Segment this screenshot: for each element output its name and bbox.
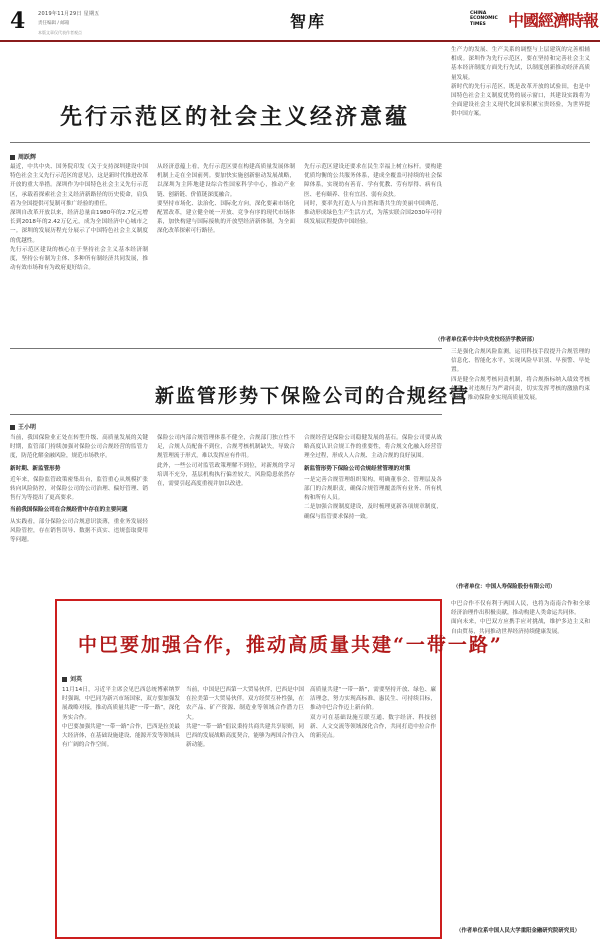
article-1-column-3 bbox=[304, 163, 442, 331]
article-3-byline: 刘英 bbox=[62, 674, 82, 683]
article-2-column-3 bbox=[304, 434, 442, 592]
article-2-top-rule bbox=[10, 348, 442, 349]
masthead bbox=[0, 0, 600, 42]
article-2-credit: （作者单位：中国人寿保险股份有限公司） bbox=[453, 584, 556, 590]
section-subheading: 新时期、新监管形势 bbox=[10, 465, 61, 472]
paragraph: 11月14日，习近平主席会见巴西总统博索纳罗时强调，中巴同为新兴市场国家，双方要加强发展战略对接，推动高质量共建“一带一路”，深化务实合作。 bbox=[62, 687, 180, 721]
page-number: 4 bbox=[10, 8, 26, 34]
paragraph: 中巴要加强共建“一带一路”合作，巴西是拉美最大经济体，在基础设施建设、能源开发等领域具有广阔的合作空间。 bbox=[62, 723, 180, 749]
article-2-rule bbox=[10, 414, 442, 415]
paragraph: 最近，中共中央、国务院印发《关于支持深圳建设中国特色社会主义先行示范区的意见》，这是新时代推进改革开放的重大举措。深圳作为中国特色社会主义先行示范区，承载着探索社会主义经济新路径的历史使命，肩负着为全国提供可复制可推广经验的重任。 bbox=[10, 164, 148, 207]
paragraph: 从实践看，部分保险公司合规意识淡薄，重业务发展轻风险管控，存在销售误导、数据不真实、违规套取费用等问题。 bbox=[10, 518, 148, 544]
paragraph: 先行示范区建设还要求在民生幸福上树立标杆。要构建优质均衡的公共服务体系，建成全覆盖可持续的社会保障体系，实现幼有善育、学有优教、劳有厚得、病有良医、老有颐养、住有宜居、弱有众扶。 bbox=[304, 164, 442, 198]
article-1-column-1 bbox=[10, 163, 148, 331]
paragraph: 二是加强合规制度建设，及时梳理更新各项规章制度，确保与监管要求保持一致。 bbox=[304, 504, 442, 520]
article-3-column-1 bbox=[62, 686, 180, 934]
article-1-byline: 周跃辉 bbox=[10, 152, 36, 161]
section-subheading: 当前我国保险公司在合规经营中存在的主要问题 bbox=[10, 507, 128, 514]
paragraph: 合规经营是保险公司稳健发展的基石。保险公司要从战略高度认识合规工作的重要性，将合规文化融入经营管理全过程，形成人人合规、主动合规的良好氛围。 bbox=[304, 435, 442, 460]
article-1-credit: （作者单位系中共中央党校经济学教研部） bbox=[435, 337, 538, 343]
paragraph: 高质量共建“一带一路”，需要坚持开放、绿色、廉洁理念，努力实现高标准、惠民生、可持续目标，推动中巴合作迈上新台阶。 bbox=[310, 687, 436, 712]
issue-date: 2019年11月29日 星期五 bbox=[38, 11, 100, 17]
article-2-headline: 新监管形势下保险公司的合规经营 bbox=[155, 385, 471, 407]
paragraph: 三是强化合规风险监测，运用科技手段提升合规管理的信息化、智能化水平，实现风险早识别、早预警、早处置。 bbox=[451, 349, 590, 374]
section-subheading: 新监管形势下保险公司合规经营管理的对策 bbox=[304, 465, 411, 472]
article-2-column-4 bbox=[451, 348, 590, 577]
paragraph: 面向未来，中巴双方应携手应对挑战，维护多边主义和自由贸易，共同推动世界经济持续健康发展。 bbox=[451, 619, 590, 635]
article-3-credit: （作者单位系中国人民大学重阳金融研究院研究员） bbox=[456, 928, 580, 934]
masthead-note: 本版文章仅代表作者观点 bbox=[38, 30, 82, 35]
paragraph: 同时，要率先打造人与自然和谐共生的美丽中国典范，推动形成绿色生产生活方式，为落实联合国2030年可持续发展议程提供中国经验。 bbox=[304, 200, 442, 226]
paragraph: 保险公司内部合规管理体系不健全，合规部门独立性不足，合规人员配备不到位，合规考核机制缺失，导致合规管理流于形式，难以发挥应有作用。 bbox=[157, 435, 295, 460]
newspaper-logo: 中國經濟時報 bbox=[508, 11, 599, 30]
article-3-column-4 bbox=[451, 600, 590, 922]
paragraph: 共建“一带一路”倡议秉持共商共建共享原则，同巴西的发展战略高度契合，能够为两国合作注入新动能。 bbox=[186, 723, 304, 749]
english-title: CHINA ECONOMIC TIMES bbox=[470, 11, 498, 27]
paragraph: 当前，我国保险业正处在转型升级、高质量发展的关键时期，监管部门持续加强对保险公司合规经营的监管力度，防范化解金融风险，规范市场秩序。 bbox=[10, 435, 148, 460]
paragraph: 近年来，保险监管政策密集出台，监管重心从规模扩张转向风险防控，对保险公司的公司治理、偏好管理、销售行为等提出了更高要求。 bbox=[10, 476, 148, 502]
paragraph: 此外，一些公司对监管政策理解不到位，对新规的学习培训不充分，基层机构执行偏差较大，风险隐患依然存在，需要引起高度重视并加以改进。 bbox=[157, 462, 295, 488]
paragraph: 双方可在基础设施互联互通、数字经济、科技创新、人文交流等领域深化合作，共同打造中拉合作的新亮点。 bbox=[310, 714, 436, 740]
article-2-column-2 bbox=[157, 434, 295, 592]
article-2-column-1 bbox=[10, 434, 148, 592]
paragraph: 中巴合作不仅有利于两国人民，也将为南南合作和全球经济治理作出积极贡献，推动构建人类命运共同体。 bbox=[451, 601, 590, 617]
article-1-column-4 bbox=[451, 46, 590, 331]
article-2-byline: 王小明 bbox=[10, 422, 36, 431]
paragraph: 四是健全合规考核问责机制，将合规指标纳入绩效考核体系，对违规行为严肃问责，切实发挥考核的激励约束作用，推动保险业实现高质量发展。 bbox=[451, 376, 590, 402]
paragraph: 当前，中国是巴西第一大贸易伙伴，巴西是中国在拉美第一大贸易伙伴。双方经贸互补性强，在农产品、矿产资源、制造业等领域合作潜力巨大。 bbox=[186, 687, 304, 721]
column-name: 智库 bbox=[290, 12, 327, 31]
paragraph: 生产力的发展、生产关系的调整与上层建筑的完善相辅相成。深圳作为先行示范区，要在坚持和完善社会主义基本经济制度方面先行先试，以制度创新推动经济高质量发展。 bbox=[451, 47, 590, 81]
paragraph: 新时代的先行示范区，既是改革开放的试验田，也是中国特色社会主义制度优势的展示窗口，其建设实践将为全面建设社会主义现代化国家积累宝贵经验，为世界提供中国方案。 bbox=[451, 83, 590, 118]
article-3-column-2 bbox=[186, 686, 304, 934]
paragraph: 要坚持市场化、法治化、国际化方向，深化要素市场化配置改革，建立健全统一开放、竞争有序的现代市场体系，加快构建与国际接轨的开放型经济新体制，为全面深化改革探索可行路径。 bbox=[157, 200, 295, 235]
paragraph: 深圳自改革开放以来，经济总量由1980年的2.7亿元增长到2018年的2.42万亿元，成为全国经济中心城市之一。深圳的发展历程充分展示了中国特色社会主义制度的优越性。 bbox=[10, 210, 148, 244]
editor-line: 责任编辑 / 邮箱 bbox=[38, 21, 70, 26]
article-1-column-2 bbox=[157, 163, 295, 331]
paragraph: 一是完善合规管理组织架构，明确董事会、管理层及各部门的合规职责，确保合规管理覆盖所有业务、所有机构和所有人员。 bbox=[304, 476, 442, 502]
article-3-headline: 中巴要加强合作，推动高质量共建“一带一路” bbox=[78, 634, 503, 656]
article-3-column-3 bbox=[310, 686, 436, 934]
paragraph: 先行示范区建设的核心在于坚持社会主义基本经济制度，坚持公有制为主体、多种所有制经济共同发展，推动有效市场和有为政府更好结合。 bbox=[10, 246, 148, 272]
paragraph: 从经济意蕴上看，先行示范区要在构建高质量发展体制机制上走在全国前列。要加快实施创新驱动发展战略，以深圳为主阵地建设综合性国家科学中心，推动产业链、创新链、价值链深度融合。 bbox=[157, 164, 295, 198]
article-1-headline: 先行示范区的社会主义经济意蕴 bbox=[60, 104, 411, 130]
